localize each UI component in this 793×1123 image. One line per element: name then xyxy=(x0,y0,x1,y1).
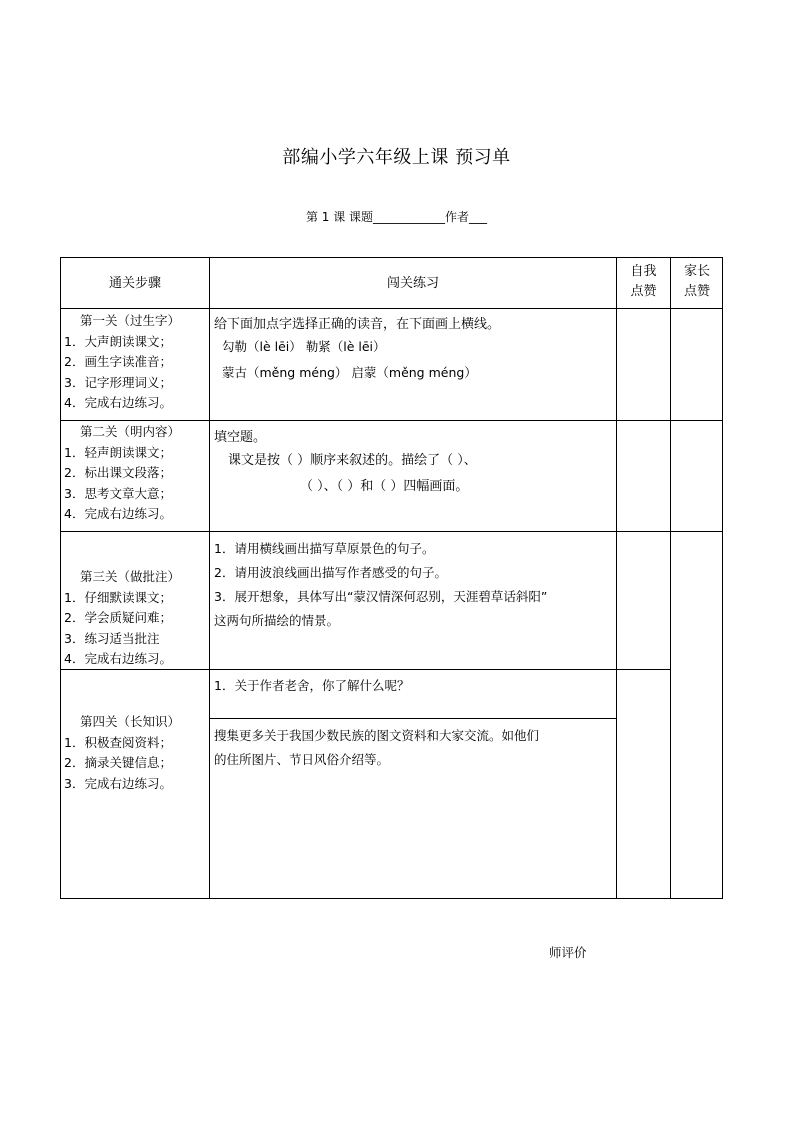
exercise-fill-line: （ ）、（ ）和（ ）四幅画面。 xyxy=(300,479,469,494)
col-divider-practice xyxy=(616,258,617,899)
exercise-task: 搜集更多关于我国少数民族的图文资料和大家交流。如他们 xyxy=(214,728,540,743)
header-self-line1: 自我 xyxy=(630,264,657,279)
exercise-question: 2．请用波浪线画出描写作者感受的句子。 xyxy=(214,565,447,580)
header-parent-line1: 家长 xyxy=(683,264,710,279)
header-parent-line2: 点赞 xyxy=(683,284,710,299)
lesson-title-line: 第 1 课 课题____________作者___ xyxy=(305,210,488,224)
stage-3-exercise xyxy=(214,537,547,633)
stage-1-title: 第一关（过生字） xyxy=(80,313,181,328)
step-item: 4．完成右边练习。 xyxy=(64,506,172,521)
stage-1-steps xyxy=(64,311,180,414)
stage-4-question: 1．关于作者老舍，你了解什么呢？ xyxy=(214,678,410,693)
stage-4-steps xyxy=(64,712,180,794)
header-self-line2: 点赞 xyxy=(630,284,657,299)
row-divider-2 xyxy=(61,531,722,532)
header-parent-like xyxy=(671,262,723,302)
step-item: 2．画生字读准音； xyxy=(64,354,172,369)
stage-4-title: 第四关（长知识） xyxy=(80,714,181,729)
header-steps: 通关步骤 xyxy=(108,276,161,291)
step-item: 1．仔细默读课文； xyxy=(64,589,172,605)
exercise-instruction: 给下面加点字选择正确的读音，在下面画上横线。 xyxy=(214,317,501,332)
exercise-question: 这两句所描绘的情景。 xyxy=(214,613,340,628)
teacher-evaluation-label: 师评价 xyxy=(549,945,587,960)
exercise-instruction: 填空题。 xyxy=(214,430,267,445)
step-item: 3．练习适当批注 xyxy=(64,630,160,646)
stage-2-exercise xyxy=(214,425,477,500)
col-divider-steps xyxy=(209,258,210,899)
exercise-question: 1．请用横线画出描写草原景色的句子。 xyxy=(214,541,435,556)
exercise-choice-line: 蒙古（měng méng） 启蒙（měng méng） xyxy=(222,365,477,380)
step-item: 3．思考文章大意； xyxy=(64,485,172,501)
stage-2-steps xyxy=(64,422,180,525)
stage-4-exercise xyxy=(214,724,539,772)
stage-1-exercise xyxy=(214,314,500,384)
step-item: 4．完成右边练习。 xyxy=(64,651,172,666)
header-self-like xyxy=(617,262,670,302)
exercise-choice-line: 勾勒（lè lēi） 勒紧（lè lēi） xyxy=(222,339,386,354)
exercise-fill-line: 课文是按（ ）顺序来叙述的。描绘了（ ）、 xyxy=(228,453,477,468)
step-item: 2．学会质疑问难； xyxy=(64,610,172,625)
col-divider-self xyxy=(670,258,671,899)
stage-3-title: 第三关（做批注） xyxy=(80,569,181,584)
header-practice: 闯关练习 xyxy=(386,276,439,291)
row-divider-1 xyxy=(61,420,722,421)
step-item: 1．积极查阅资料； xyxy=(64,734,172,750)
step-item: 1．轻声朗读课文； xyxy=(64,444,172,460)
row-divider-header xyxy=(61,308,722,309)
stage-2-title: 第二关（明内容） xyxy=(80,424,181,439)
row-divider-4-inner xyxy=(210,718,616,719)
step-item: 3．记字形理词义； xyxy=(64,374,172,390)
page-title: 部编小学六年级上课 预习单 xyxy=(282,147,511,168)
exercise-question: 3．展开想象，具体写出“蒙汉情深何忍别，天涯碧草话斜阳” xyxy=(214,589,548,604)
stage-3-steps xyxy=(64,567,180,670)
step-item: 3．完成右边练习。 xyxy=(64,775,172,791)
step-item: 2．标出课文段落； xyxy=(64,465,172,480)
step-item: 1．大声朗读课文； xyxy=(64,333,172,349)
step-item: 2．摘录关键信息； xyxy=(64,755,172,770)
step-item: 4．完成右边练习。 xyxy=(64,395,172,410)
exercise-task: 的住所图片、节日风俗介绍等。 xyxy=(214,752,390,767)
preview-table xyxy=(60,257,723,899)
